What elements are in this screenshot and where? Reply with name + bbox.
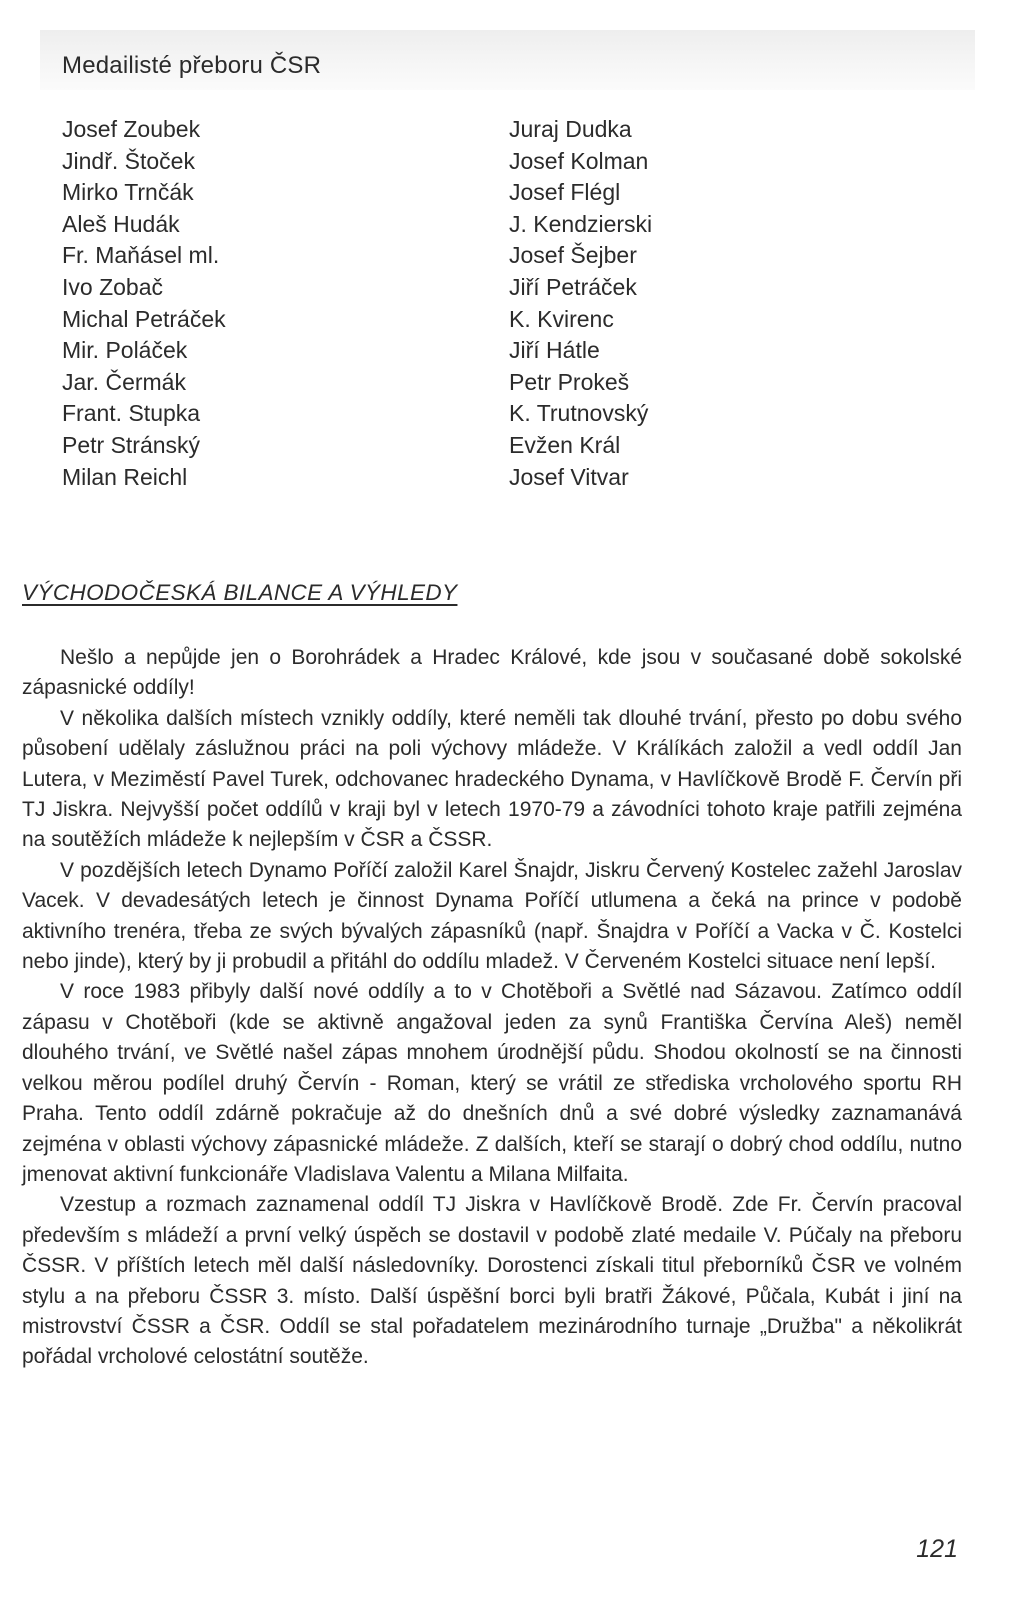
medalist-name: K. Kvirenc — [509, 305, 614, 332]
medalists-right-column — [509, 114, 652, 493]
medalist-name: Mir. Poláček — [62, 337, 188, 364]
medalist-name: Josef Zoubek — [62, 116, 201, 142]
medalist-name: Petr Prokeš — [509, 368, 630, 395]
body-paragraph: V roce 1983 přibyly další nové oddíly a to v Chotěboři a Světlé nad Sázavou. Zatímco oddíl zápasu v Chotěboři (kde se aktivně angažoval jeden za synů Františka Červína Aleš) neměl dlouhého trvání, ve Světlé našel zápas mnohem úrodnější půdu. Shodou okolností se na činnosti velkou měrou podílel druhý Červín - Roman, který se vrátil ze střediska vrcholového sportu RH Praha. Tento oddíl zdárně pokračuje až do dnešních dnů a své dobré výsledky zaznamanává zejména v oblasti výchovy zápasnické mládeže. Z dalších, kteří se starají o dobrý chod oddílu, nutno jmenovat aktivní funkcionáře Vladislava Valentu a Milana Milfaita. — [22, 980, 962, 1186]
medalist-name: Jiří Petráček — [509, 273, 637, 300]
medalist-name: Josef Šejber — [509, 242, 637, 269]
medalist-name: Michal Petráček — [62, 305, 226, 332]
medalist-name: Ivo Zobač — [62, 273, 163, 300]
medalist-name: Josef Flégl — [509, 179, 621, 206]
body-paragraph: Vzestup a rozmach zaznamenal oddíl TJ Jiskra v Havlíčkově Brodě. Zde Fr. Červín pracoval především s mládeží a první velký úspěch se dostavil v podobě zlaté medaile V. Púčaly na přeboru ČSSR. V příštích letech měl další následovníky. Dorostenci získali titul přeborníků ČSR ve volném stylu a na přeboru ČSSR 3. místo. Další úspěšní borci byli bratři Žákové, Půčala, Kubát i jiní na mistrovství ČSSR a ČSR. Oddíl se stal pořadatelem mezinárodního turnaje „Družba" a několikrát pořádal vrcholové celostátní soutěže. — [22, 1193, 962, 1369]
medalist-name: Aleš Hudák — [62, 210, 180, 237]
medalist-name: Juraj Dudka — [509, 116, 632, 142]
medalist-name: Mirko Trnčák — [62, 179, 194, 206]
section-body — [22, 643, 962, 1373]
medalist-name: K. Trutnovský — [509, 400, 649, 427]
section-title: VÝCHODOČESKÁ BILANCE A VÝHLEDY — [22, 580, 458, 605]
body-paragraph: Nešlo a nepůjde jen o Borohrádek a Hradec Králové, kde jsou v současané době sokolské zápasnické oddíly! — [22, 646, 962, 700]
medalist-name: J. Kendzierski — [509, 210, 653, 237]
medalists-heading: Medailisté přeboru ČSR — [62, 52, 322, 79]
medalist-name: Frant. Stupka — [62, 400, 201, 427]
medalists-left-column — [62, 114, 226, 493]
medalist-name: Jiří Hátle — [509, 337, 600, 364]
medalist-name: Jindř. Štoček — [62, 147, 195, 174]
page-number: 121 — [916, 1535, 958, 1563]
body-paragraph: V pozdějších letech Dynamo Poříčí založil Karel Šnajdr, Jiskru Červený Kostelec zažehl Jaroslav Vacek. V devadesátých letech je činnost Dynama Poříčí utlumena a čeká na prince v podobě aktivního trenéra, třeba ze svých bývalých zápasníků (např. Šnajdra v Poříčí a Vacka v Č. Kostelci nebo jinde), který by ji probudil a přitáhl do oddílu mladež. V Červeném Kostelci situace není lepší. — [22, 858, 962, 974]
body-paragraph: V několika dalších místech vznikly oddíly, které neměli tak dlouhé trvání, přesto po dobu svého působení udělaly záslužnou práci na poli výchovy mládeže. V Králíkách založil a vedl oddíl Jan Lutera, v Meziměstí Pavel Turek, odchovanec hradeckého Dynama, v Havlíčkově Brodě F. Červín při TJ Jiskra. Nejvyšší počet oddílů v kraji byl v letech 1970-79 a závodníci tohoto kraje patřili zejména na soutěžích mládeže k nejlepším v ČSR a ČSSR. — [22, 706, 962, 852]
medalist-name: Jar. Čermák — [62, 368, 186, 395]
medalist-name: Fr. Maňásel ml. — [62, 242, 220, 269]
medalist-name: Petr Stránský — [62, 431, 201, 458]
medalist-name: Josef Vitvar — [509, 463, 629, 490]
medalist-name: Evžen Král — [509, 431, 621, 458]
medalist-name: Josef Kolman — [509, 147, 649, 174]
medalist-name: Milan Reichl — [62, 463, 188, 490]
